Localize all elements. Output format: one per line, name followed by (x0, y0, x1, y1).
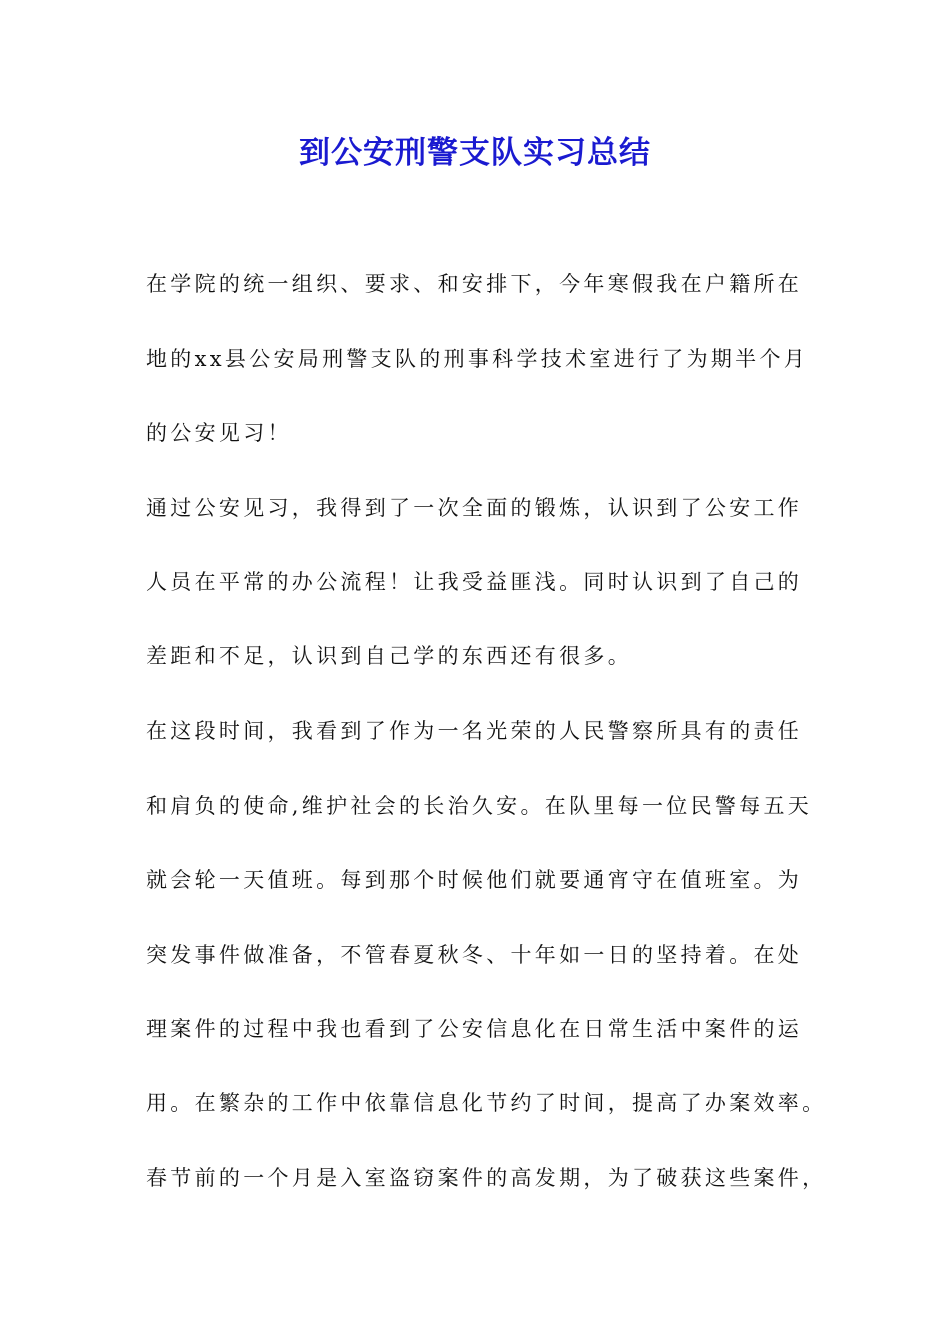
body-line: 地的xx县公安局刑警支队的刑事科学技术室进行了为期半个月 (146, 347, 809, 371)
body-line: 在学院的统一组织、要求、和安排下，今年寒假我在户籍所在 (146, 272, 803, 296)
body-line: 差距和不足，认识到自己学的东西还有很多。 (146, 644, 632, 668)
body-line: 和肩负的使命,维护社会的长治久安。在队里每一位民警每五天 (146, 794, 813, 818)
body-line: 突发事件做准备，不管春夏秋冬、十年如一日的坚持着。在处 (146, 943, 803, 967)
body-line: 通过公安见习，我得到了一次全面的锻炼，认识到了公安工作 (146, 496, 803, 520)
body-line: 人员在平常的办公流程！让我受益匪浅。同时认识到了自己的 (146, 570, 803, 594)
body-line: 在这段时间，我看到了作为一名光荣的人民警察所具有的责任 (146, 719, 803, 743)
body-line: 春节前的一个月是入室盗窃案件的高发期，为了破获这些案件， (146, 1166, 827, 1190)
body-line: 用。在繁杂的工作中依靠信息化节约了时间，提高了办案效率。 (146, 1091, 827, 1115)
document-title: 到公安刑警支队实习总结 (299, 135, 651, 171)
body-line: 就会轮一天值班。每到那个时候他们就要通宵守在值班室。为 (146, 868, 803, 892)
body-line: 的公安见习！ (146, 421, 292, 445)
body-line: 理案件的过程中我也看到了公安信息化在日常生活中案件的运 (146, 1017, 803, 1041)
